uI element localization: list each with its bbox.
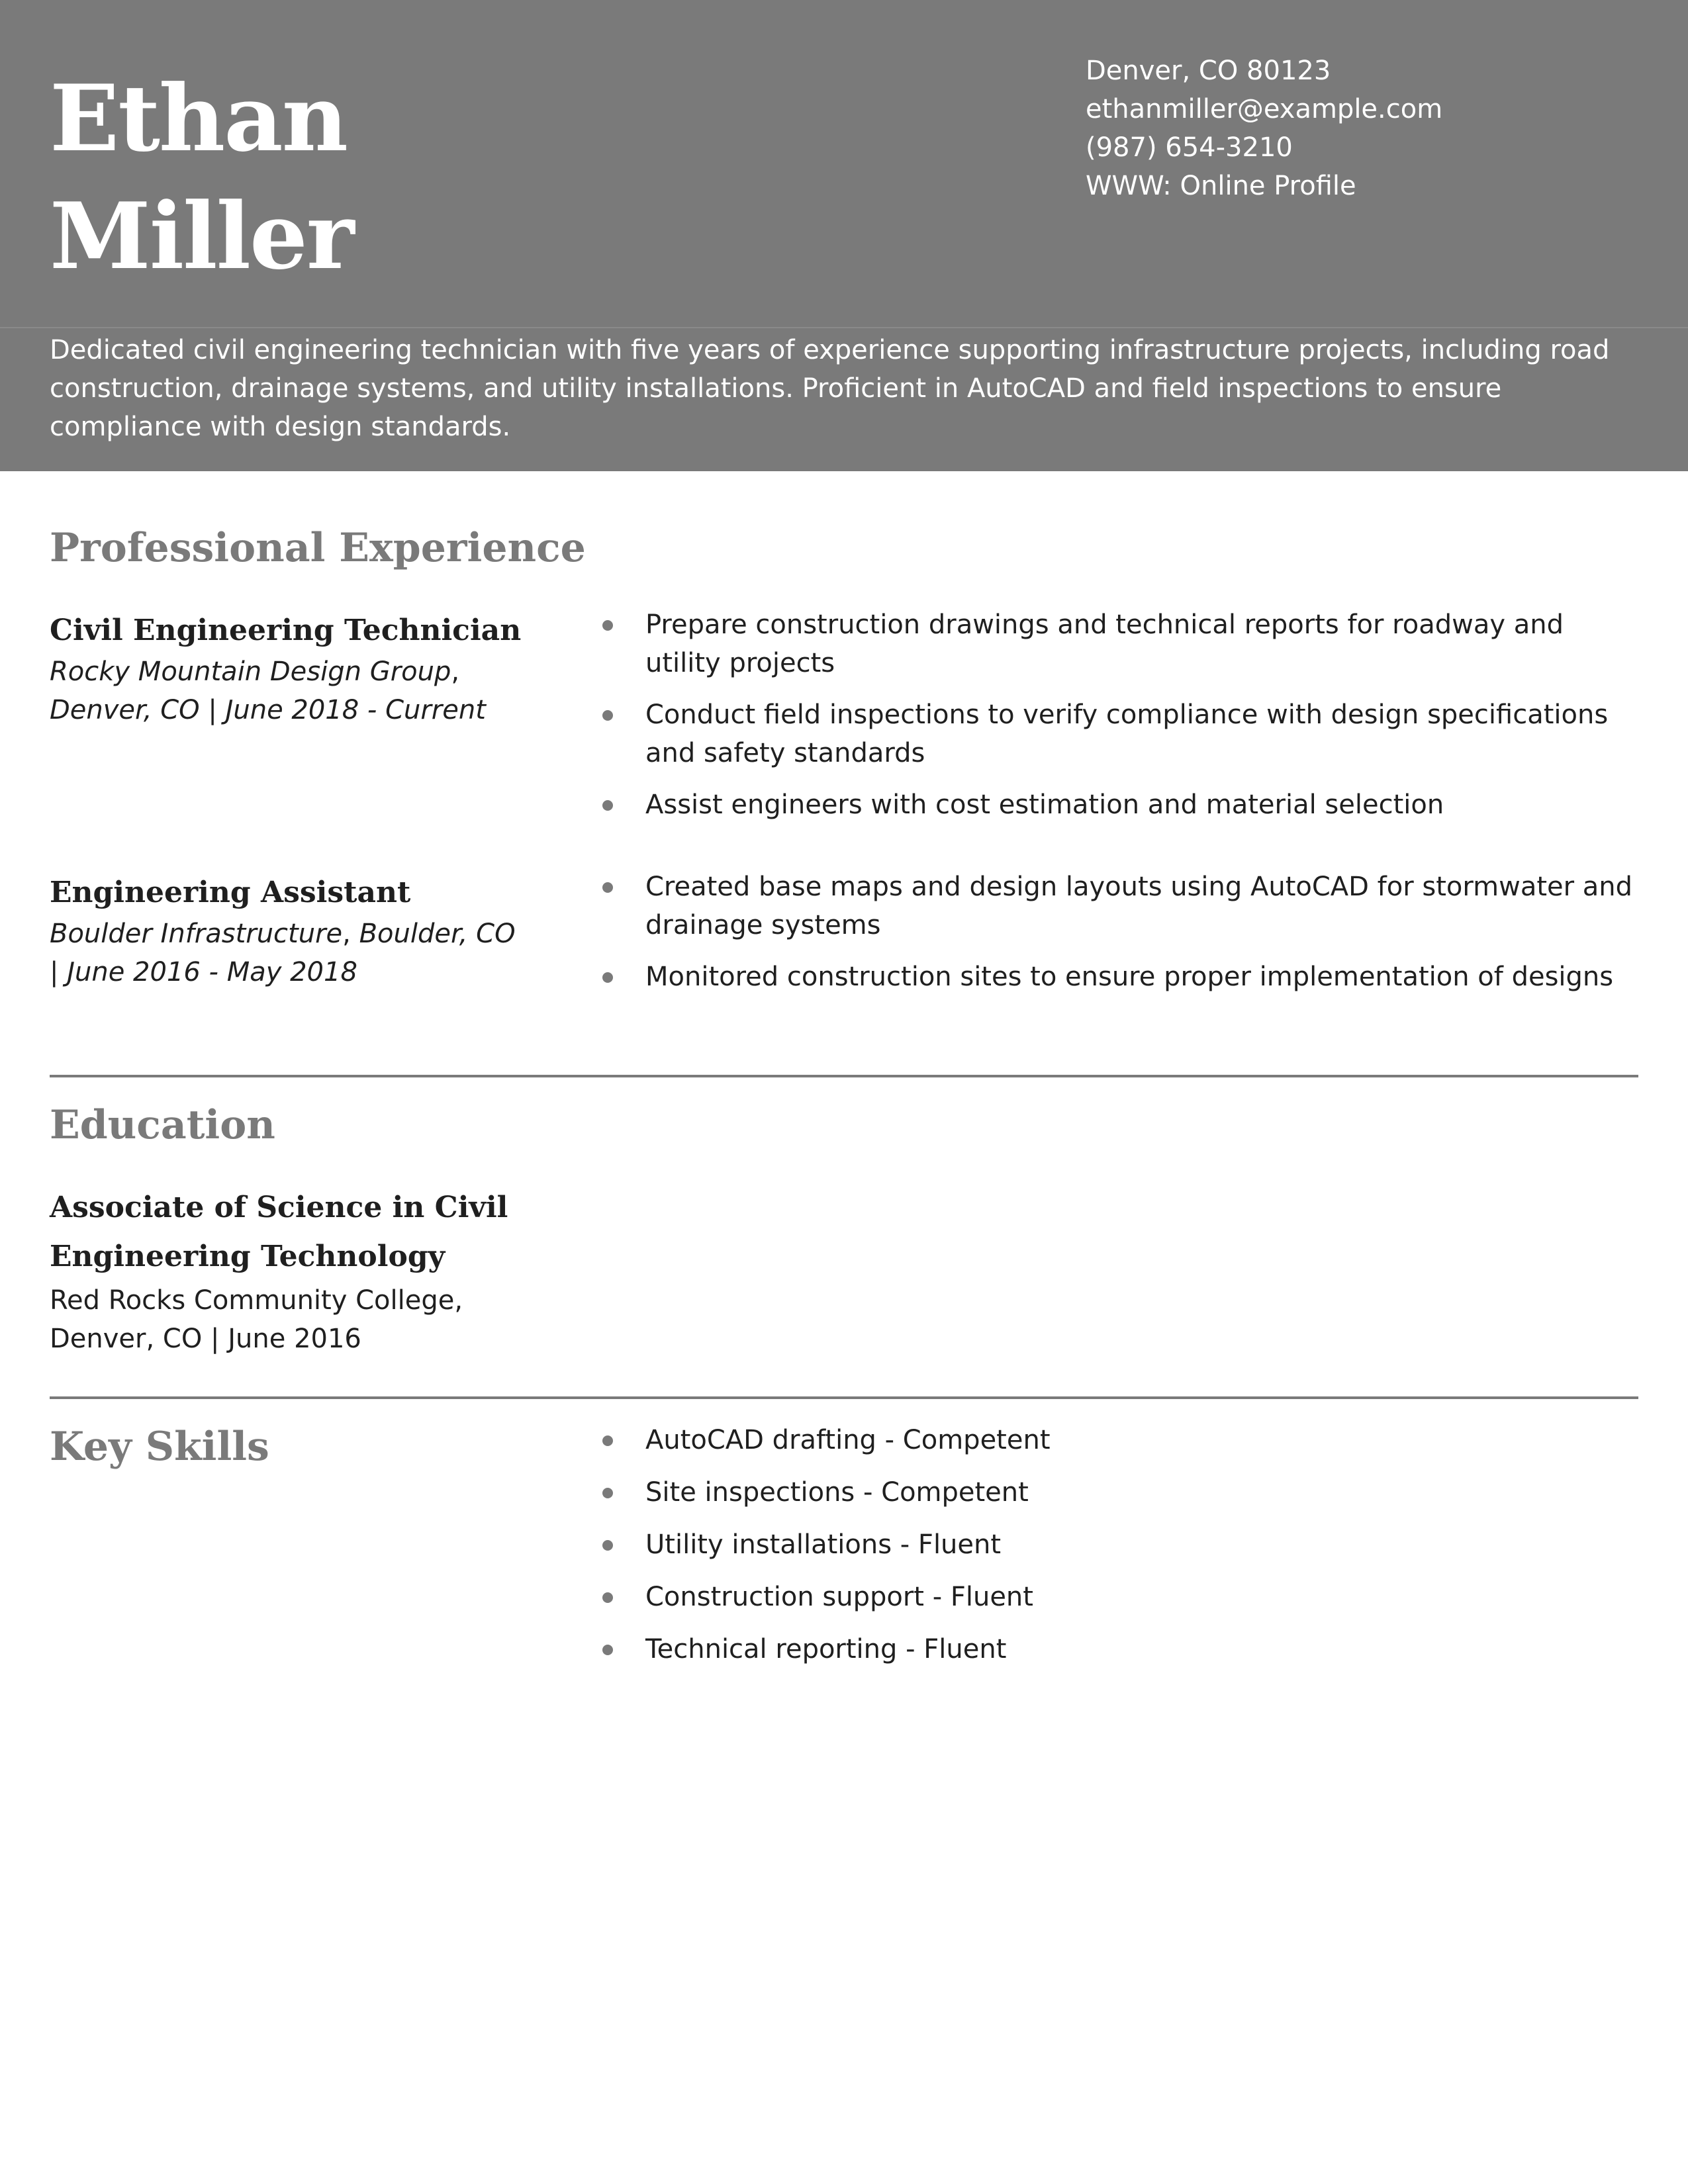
- resume-header: [0, 0, 1688, 471]
- bullet-icon: [602, 800, 613, 811]
- first-name: Ethan: [50, 64, 348, 172]
- list-item: [589, 868, 1642, 944]
- school-location-dates: Denver, CO | June 2016: [50, 1324, 361, 1354]
- bullet-text: Created base maps and design layouts using AutoCAD for stormwater and drainage systems: [645, 872, 1633, 940]
- list-item: [589, 1630, 1642, 1668]
- list-item: [589, 1421, 1642, 1459]
- skill-text: Site inspections - Competent: [645, 1477, 1029, 1508]
- contact-email[interactable]: ethanmiller@example.com: [1086, 94, 1443, 124]
- job-entry: [50, 609, 579, 729]
- bullet-icon: [602, 710, 613, 721]
- bullet-text: Prepare construction drawings and technical reports for roadway and utility projects: [645, 610, 1564, 678]
- bullet-text: Assist engineers with cost estimation and material selection: [645, 790, 1444, 820]
- list-item: [589, 696, 1642, 772]
- education-heading: Education: [50, 1102, 275, 1148]
- list-item: [589, 1578, 1642, 1616]
- skill-text: Technical reporting - Fluent: [645, 1634, 1007, 1664]
- bullet-icon: [602, 1488, 613, 1498]
- job-location: Boulder, CO: [359, 919, 516, 949]
- list-item: [589, 1525, 1642, 1564]
- education-entry: [50, 1183, 592, 1358]
- job-bullets: [589, 606, 1642, 837]
- job-employer: Boulder Infrastructure: [50, 919, 343, 949]
- bullet-icon: [602, 1645, 613, 1655]
- section-divider: [50, 1075, 1638, 1077]
- job-separator: ,: [451, 657, 460, 687]
- bullet-text: Monitored construction sites to ensure proper implementation of designs: [645, 962, 1614, 992]
- skills-heading: Key Skills: [50, 1424, 269, 1470]
- job-employer: Rocky Mountain Design Group: [50, 657, 451, 687]
- job-location: Denver, CO: [50, 695, 200, 725]
- job-separator: ,: [342, 919, 351, 949]
- list-item: [589, 1473, 1642, 1512]
- skills-list: [589, 1421, 1642, 1682]
- bullet-icon: [602, 1540, 613, 1551]
- header-divider: [0, 327, 1688, 328]
- list-item: [589, 606, 1642, 682]
- bullet-icon: [602, 1592, 613, 1603]
- list-item: [589, 958, 1642, 996]
- skill-text: Utility installations - Fluent: [645, 1529, 1002, 1560]
- bullet-text: Conduct field inspections to verify compliance with design specifications and safety standards: [645, 700, 1609, 768]
- degree-title: Associate of Science in Civil Engineering Technology: [50, 1191, 508, 1273]
- job-title: Engineering Assistant: [50, 876, 411, 909]
- contact-website[interactable]: WWW: Online Profile: [1086, 171, 1356, 201]
- skill-text: Construction support - Fluent: [645, 1582, 1033, 1612]
- bullet-icon: [602, 882, 613, 893]
- job-meta: Rocky Mountain Design Group, Denver, CO | June 2018 - Current: [50, 657, 486, 725]
- bullet-icon: [602, 972, 613, 983]
- job-dates: June 2016 - May 2018: [67, 957, 357, 987]
- school-name: Red Rocks Community College,: [50, 1285, 463, 1316]
- last-name: Miller: [50, 182, 353, 290]
- experience-heading: Professional Experience: [50, 525, 586, 571]
- bullet-icon: [602, 1435, 613, 1446]
- list-item: [589, 786, 1642, 824]
- job-title: Civil Engineering Technician: [50, 614, 522, 647]
- contact-block: [1086, 52, 1442, 205]
- professional-summary: Dedicated civil engineering technician with five years of experience supporting infrastructure projects, including road construction, drainage systems, and utility installations. Proficient in AutoCAD and field inspections to ensure compliance with design standards.: [50, 335, 1610, 442]
- skill-text: AutoCAD drafting - Competent: [645, 1425, 1051, 1455]
- job-entry: [50, 871, 579, 991]
- candidate-name: [50, 60, 353, 295]
- job-bullets: [589, 868, 1642, 1009]
- contact-location: Denver, CO 80123: [1086, 56, 1331, 86]
- section-divider: [50, 1396, 1638, 1399]
- job-dates: June 2018 - Current: [225, 695, 486, 725]
- job-meta: Boulder Infrastructure, Boulder, CO | June 2016 - May 2018: [50, 919, 516, 987]
- bullet-icon: [602, 620, 613, 631]
- contact-phone: (987) 654-3210: [1086, 132, 1293, 163]
